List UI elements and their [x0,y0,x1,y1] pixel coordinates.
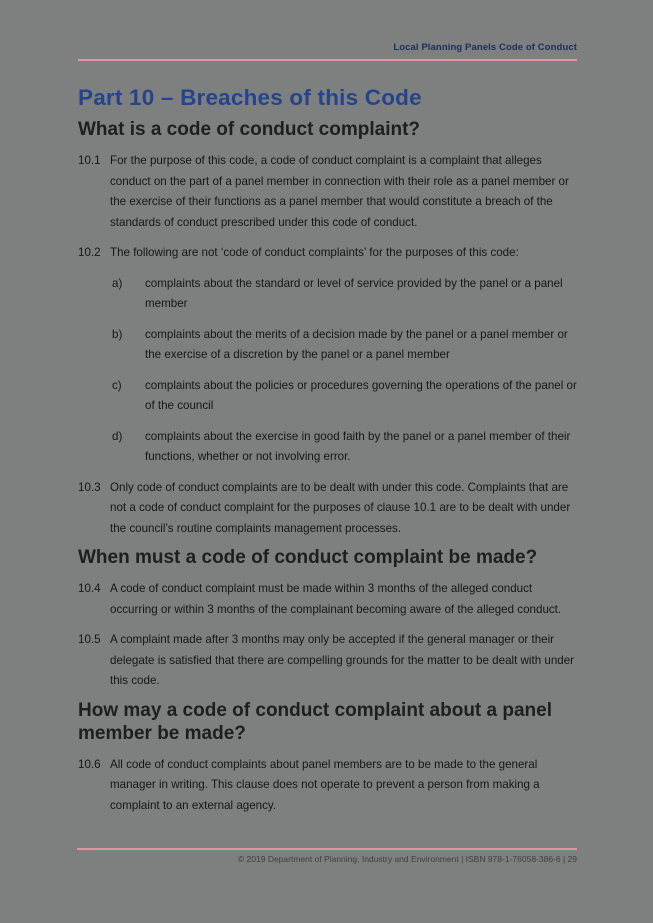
clause-text: All code of conduct complaints about panel members are to be made to the general manager in writing. This clause does not operate to prevent a person from making a complaint to an external agency. [110,757,540,812]
clause-10-1 [78,151,577,233]
footer-text: © 2019 Department of Planning, Industry and Environment | ISBN 978-1-76058-386-6 | 29 [237,854,577,864]
section-heading-how-made: How may a code of conduct complaint about a panel member be made? [78,699,553,744]
subitem-label: c) [112,378,122,392]
clause-number: 10.4 [78,582,101,595]
subitem-b [112,325,577,366]
header-rule [78,59,577,61]
clause-10-2 [78,243,577,264]
footer-rule [77,848,577,850]
clause-10-4 [78,579,577,620]
subitem-text: complaints about the policies or procedures governing the operations of the panel or of the council [145,378,577,412]
clause-number: 10.3 [78,480,101,494]
subitem-a [112,274,577,315]
section-heading-when-made: When must a code of conduct complaint be made? [78,547,538,568]
clause-10-3 [78,478,577,540]
clause-text: For the purpose of this code, a code of conduct complaint is a complaint that alleges conduct on the part of a panel member in connection with their role as a panel member or the exercise of their functions as a panel member that would constitute a breach of the standards of conduct prescribed under this code of conduct. [110,154,569,229]
clause-10-5 [78,630,577,692]
page-content [78,0,577,816]
clause-number: 10.1 [78,154,101,167]
subitem-label: d) [112,429,123,443]
page-footer [77,843,577,865]
subitem-text: complaints about the merits of a decision made by the panel or a panel member or the exercise of a discretion by the panel or a panel member [145,327,568,361]
subitem-text: complaints about the standard or level of service provided by the panel or a panel member [145,276,563,310]
clause-text: Only code of conduct complaints are to be dealt with under this code. Complaints that are not a code of conduct complaint for the purposes of clause 10.1 are to be dealt with under the council’s routine complaints management processes. [110,480,571,535]
subitem-d [112,427,577,468]
subitem-c [112,376,577,417]
clause-10-6 [78,755,577,817]
subitem-label: a) [112,276,123,290]
clause-number: 10.6 [78,757,101,771]
subitem-text: complaints about the exercise in good faith by the panel or a panel member of their functions, whether or not involving error. [145,429,571,463]
header-doc-title: Local Planning Panels Code of Conduct [393,42,577,53]
clause-text: A code of conduct complaint must be made within 3 months of the alleged conduct occurring or within 3 months of the complainant becoming aware of the alleged conduct. [110,582,562,616]
section-heading-what-is-complaint: What is a code of conduct complaint? [78,119,421,140]
subitem-label: b) [112,327,123,341]
clause-text: The following are not ‘code of conduct complaints’ for the purposes of this code: [110,246,519,259]
part-heading: Part 10 – Breaches of this Code [78,85,422,110]
clause-number: 10.2 [78,246,101,259]
clause-text: A complaint made after 3 months may only be accepted if the general manager or their delegate is satisfied that there are compelling grounds for the matter to be dealt with under this code. [110,633,575,687]
clause-number: 10.5 [78,633,101,646]
